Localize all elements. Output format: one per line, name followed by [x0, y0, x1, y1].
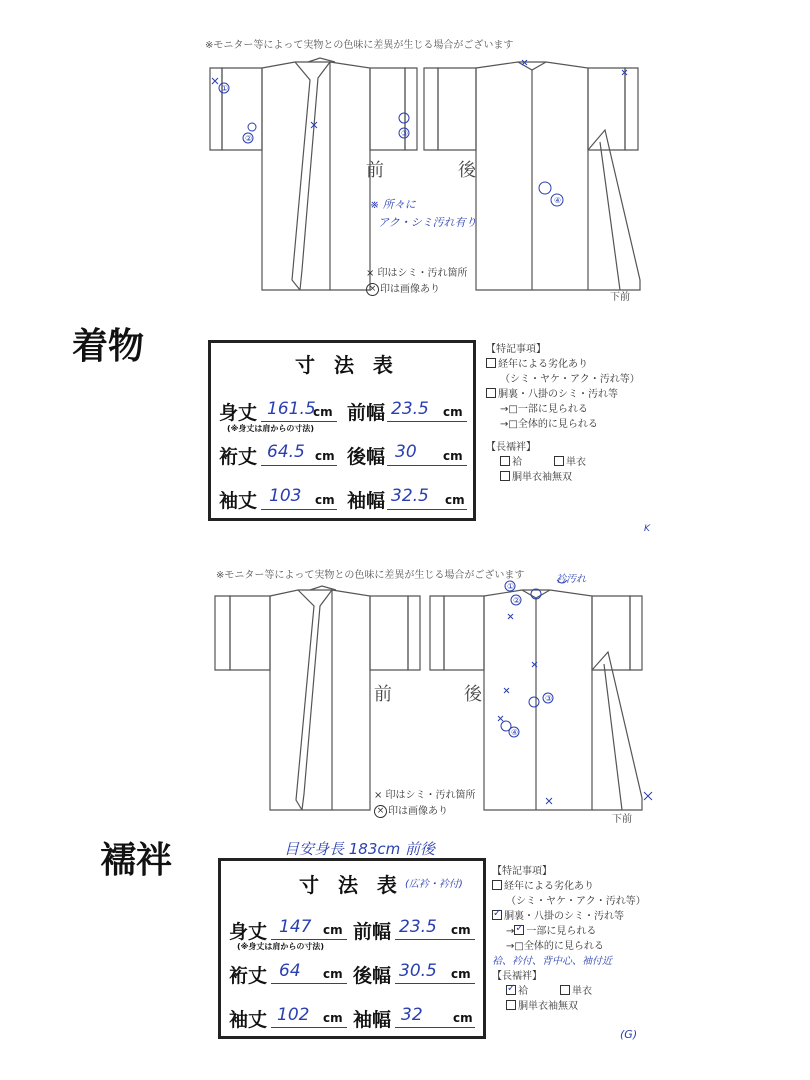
checkbox-icon — [560, 985, 570, 995]
kimono-ushirohaba-unit: cm — [443, 449, 463, 463]
juban-juban-heading: 【長襦袢】 — [492, 971, 542, 982]
kimono-legend-x: × 印はシミ・汚れ箇所 — [366, 268, 468, 279]
juban-yuki-label: 裄丈 — [229, 965, 268, 987]
juban-back-body — [484, 590, 592, 810]
kimono-juban-heading: 【長襦袢】 — [486, 442, 536, 453]
juban-marker-2: ② — [513, 596, 521, 605]
kimono-notes-item2: 胴裏・八掛のシミ・汚れ等 — [486, 387, 640, 402]
kimono-notice: ※モニター等によって実物との色味に差異が生じる場合がございます — [205, 40, 514, 51]
juban-sodehaba-label: 袖幅 — [353, 1009, 392, 1031]
juban-sodetake-value: 102 — [277, 1005, 310, 1025]
juban-table-title-note: (広衿・衿付) — [405, 879, 463, 890]
kimono-yuki-value: 64.5 — [267, 442, 305, 462]
juban-notes-item2-a: →✓ 一部に見られる — [492, 924, 646, 939]
juban-notes-item1: 経年による劣化あり — [492, 879, 646, 894]
circle-x-icon: × — [366, 283, 379, 296]
juban-shintake-note: (※身丈は肩からの寸法) — [237, 942, 325, 951]
kimono-shintake-note: (※身丈は肩からの寸法) — [227, 424, 315, 433]
kimono-front-label: 前 — [366, 160, 384, 181]
juban-ushirohaba-value: 30.5 — [399, 961, 437, 981]
marker-1: ① — [221, 84, 229, 93]
kimono-shintake-value: 161.5 — [267, 399, 316, 419]
kimono-notes-item2-a: →□一部に見られる — [500, 404, 588, 415]
checkbox-checked-icon — [492, 910, 502, 920]
juban-shintake-label: 身丈 — [229, 921, 268, 943]
juban-notes-item2-b: →□全体的に見られる — [506, 941, 604, 952]
kimono-sodetake-unit: cm — [315, 493, 335, 507]
juban-front-label: 前 — [374, 684, 392, 705]
juban-notes-item1-sub: （シミ・ヤケ・アク・汚れ等） — [506, 896, 646, 907]
juban-notes-handwritten: 袷、衿付、背中心、袖付近 — [492, 956, 612, 967]
checkbox-icon — [554, 456, 564, 466]
checkbox-checked-icon — [514, 925, 524, 935]
front-left-sleeve — [222, 68, 262, 150]
juban-notes — [492, 864, 646, 1014]
checkbox-icon — [486, 358, 496, 368]
kimono-ushirohaba-value: 30 — [395, 442, 417, 462]
kimono-legend-circle: × 印は画像あり — [366, 280, 440, 296]
checkbox-icon — [506, 1000, 516, 1010]
juban-sodetake-label: 袖丈 — [229, 1009, 268, 1031]
juban-back-left-sleeve — [444, 596, 484, 670]
kimono-sodetake-value: 103 — [269, 486, 302, 506]
kimono-sodehaba-value: 32.5 — [391, 486, 429, 506]
front-body-left — [262, 62, 330, 290]
kimono-down-front-label: 下前 — [610, 292, 630, 303]
juban-handwritten-top: 衿汚れ — [556, 574, 586, 585]
checkbox-icon — [486, 388, 496, 398]
back-left-sleeve — [438, 68, 476, 150]
juban-juban-options: ✓袷 単衣 — [492, 984, 646, 999]
kimono-table-title: 寸 法 表 — [295, 353, 399, 377]
kimono-back-label: 後 — [458, 160, 476, 181]
juban-yuki-unit: cm — [323, 967, 343, 981]
juban-shintake-value: 147 — [279, 917, 312, 937]
back-left-sleeve-cuff — [424, 68, 438, 150]
marker-3: ③ — [401, 129, 409, 138]
juban-diagram — [210, 580, 660, 820]
checkbox-icon — [500, 471, 510, 481]
marker-2: ② — [245, 134, 253, 143]
juban-legend-circle: × 印は画像あり — [374, 802, 448, 818]
kimono-size-table — [208, 340, 476, 521]
front-right-sleeve — [370, 68, 405, 150]
kimono-notes — [486, 342, 640, 485]
juban-sodehaba-unit: cm — [453, 1011, 473, 1025]
juban-table-title: 寸 法 表 — [299, 873, 403, 897]
juban-marker-3: ③ — [545, 694, 553, 703]
juban-ushirohaba-unit: cm — [451, 967, 471, 981]
juban-marker-1: ① — [507, 582, 515, 591]
checkbox-icon — [492, 880, 502, 890]
juban-down-front-label: 下前 — [612, 814, 632, 825]
kimono-diagram — [200, 50, 660, 300]
kimono-corner-mark: K — [644, 524, 650, 534]
juban-maehaba-value: 23.5 — [399, 917, 437, 937]
kimono-juban-option-dohitoe: 胴単衣袖無双 — [486, 470, 640, 485]
kimono-sodehaba-label: 袖幅 — [347, 490, 386, 512]
checkbox-icon — [500, 456, 510, 466]
kimono-handwritten-note-2: アク・シミ汚れ有り — [378, 216, 477, 229]
juban-notes-item2: ✓胴裏・八掛のシミ・汚れ等 — [492, 909, 646, 924]
kimono-title: 着物 — [72, 325, 145, 367]
juban-maehaba-label: 前幅 — [353, 921, 392, 943]
juban-sodehaba-value: 32 — [401, 1005, 423, 1025]
kimono-notes-item1-sub: （シミ・ヤケ・アク・汚れ等） — [500, 374, 640, 385]
kimono-juban-options: 袷 単衣 — [486, 455, 640, 470]
kimono-handwritten-note-1: ※ 所々に — [370, 198, 416, 211]
juban-corner-mark: (G) — [620, 1028, 638, 1041]
kimono-maehaba-label: 前幅 — [347, 402, 386, 424]
kimono-yuki-unit: cm — [315, 449, 335, 463]
juban-back-label: 後 — [464, 684, 482, 705]
juban-front-body — [270, 590, 332, 810]
juban-yuki-value: 64 — [279, 961, 301, 981]
juban-marker-4: ④ — [511, 728, 519, 737]
juban-title: 襦袢 — [100, 839, 173, 881]
kimono-maehaba-unit: cm — [443, 405, 463, 419]
juban-notice: ※モニター等によって実物との色味に差異が生じる場合がございます — [216, 570, 525, 581]
juban-height-note: 目安身長 183cm 前後 — [284, 840, 436, 858]
checkbox-checked-icon — [506, 985, 516, 995]
juban-legend-x: × 印はシミ・汚れ箇所 — [374, 790, 476, 801]
kimono-notes-heading: 【特記事項】 — [486, 344, 546, 355]
juban-sodetake-unit: cm — [323, 1011, 343, 1025]
juban-maehaba-unit: cm — [451, 923, 471, 937]
kimono-notes-item2-b: →□全体的に見られる — [500, 419, 598, 430]
juban-ushirohaba-label: 後幅 — [353, 965, 392, 987]
kimono-notes-item1: 経年による劣化あり — [486, 357, 640, 372]
kimono-sodehaba-unit: cm — [445, 493, 465, 507]
back-underfront — [588, 130, 640, 290]
marker-4: ④ — [554, 196, 562, 205]
kimono-shintake-unit: cm — [313, 405, 333, 419]
kimono-sodetake-label: 袖丈 — [219, 490, 258, 512]
juban-juban-option-dohitoe: 胴単衣袖無双 — [492, 999, 646, 1014]
juban-shintake-unit: cm — [323, 923, 343, 937]
kimono-shintake-label: 身丈 — [219, 402, 258, 424]
kimono-maehaba-value: 23.5 — [391, 399, 429, 419]
kimono-yuki-label: 裄丈 — [219, 446, 258, 468]
circle-x-icon: × — [374, 805, 387, 818]
juban-notes-heading: 【特記事項】 — [492, 866, 552, 877]
juban-front-left-sleeve — [230, 596, 270, 670]
kimono-ushirohaba-label: 後幅 — [347, 446, 386, 468]
juban-size-table — [218, 858, 486, 1039]
